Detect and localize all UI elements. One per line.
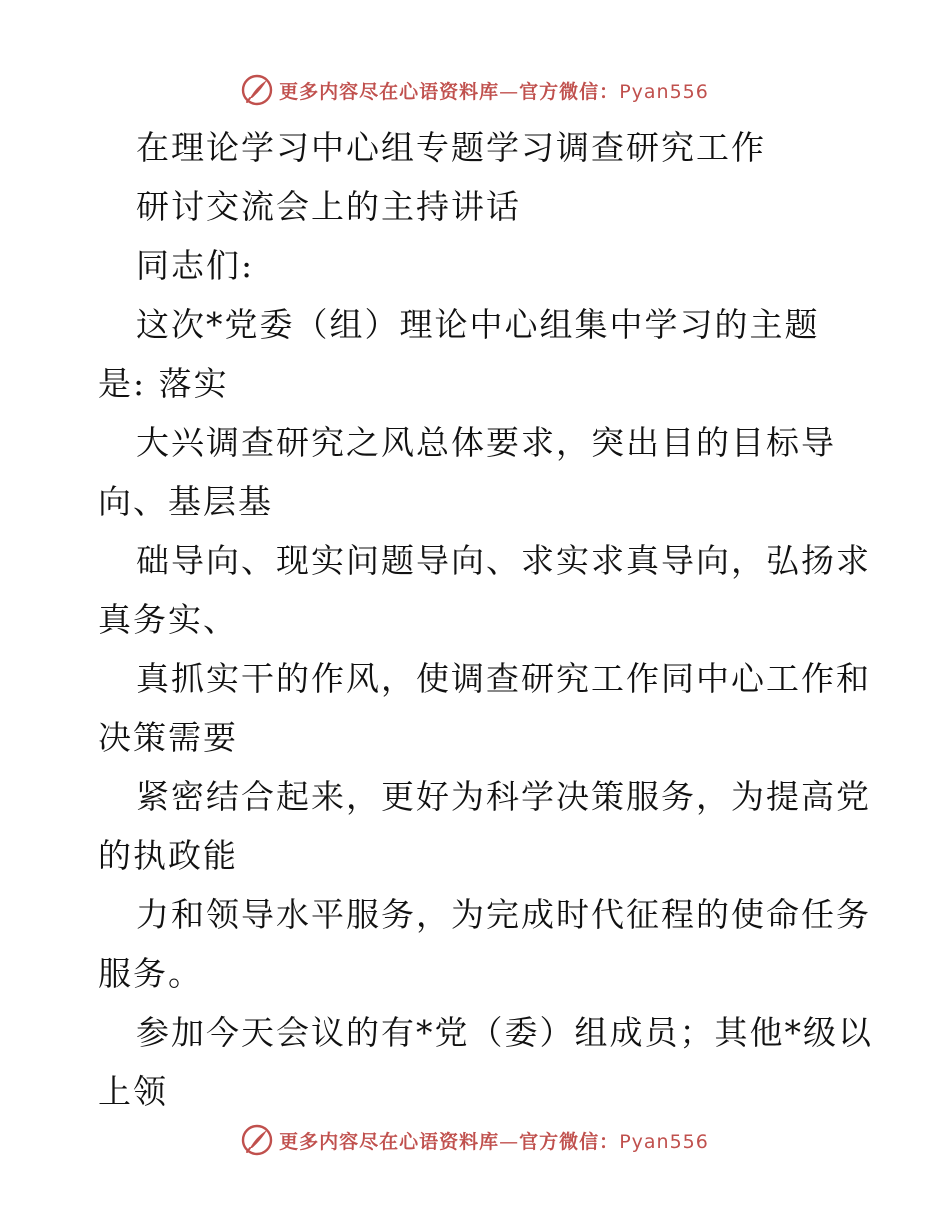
watermark-label: 官方微信： [519, 1130, 620, 1153]
watermark-handle: Pyan556 [619, 1130, 709, 1153]
paragraph-line: 是: 落实 [98, 364, 229, 403]
watermark-handle: Pyan556 [619, 80, 709, 103]
header-watermark [0, 70, 950, 110]
watermark-dash: — [499, 80, 520, 103]
footer-watermark [0, 1120, 950, 1160]
paragraph-line: 的执政能 [98, 836, 238, 875]
quill-pen-icon [241, 74, 273, 106]
watermark-dash: — [499, 1130, 520, 1153]
salutation: 同志们: [136, 246, 255, 285]
watermark-main-text: 更多内容尽在心语资料库 [279, 1130, 500, 1153]
document-body [98, 118, 873, 1121]
quill-pen-icon [241, 1124, 273, 1156]
paragraph-line: 服务。 [98, 954, 203, 993]
paragraph-line: 上领 [98, 1072, 168, 1111]
watermark-text [279, 1127, 709, 1154]
paragraph-line: 真抓实干的作风，使调查研究工作同中心工作和 [136, 659, 871, 698]
paragraph-line: 这次*党委（组）理论中心组集中学习的主题 [136, 305, 820, 344]
watermark-main-text: 更多内容尽在心语资料库 [279, 80, 500, 103]
paragraph-line: 向、基层基 [98, 482, 273, 521]
paragraph-line: 紧密结合起来，更好为科学决策服务，为提高党 [136, 777, 871, 816]
title-line-1: 在理论学习中心组专题学习调查研究工作 [136, 128, 766, 167]
paragraph-line: 参加今天会议的有*党（委）组成员；其他*级以 [136, 1013, 873, 1052]
paragraph-line: 大兴调查研究之风总体要求，突出目的目标导 [136, 423, 836, 462]
paragraph-line: 决策需要 [98, 718, 238, 757]
paragraph-line: 础导向、现实问题导向、求实求真导向，弘扬求 [136, 541, 871, 580]
paragraph-line: 力和领导水平服务，为完成时代征程的使命任务 [136, 895, 871, 934]
title-line-2: 研讨交流会上的主持讲话 [136, 187, 521, 226]
watermark-text [279, 77, 709, 104]
paragraph-line: 真务实、 [98, 600, 238, 639]
watermark-label: 官方微信： [519, 80, 620, 103]
